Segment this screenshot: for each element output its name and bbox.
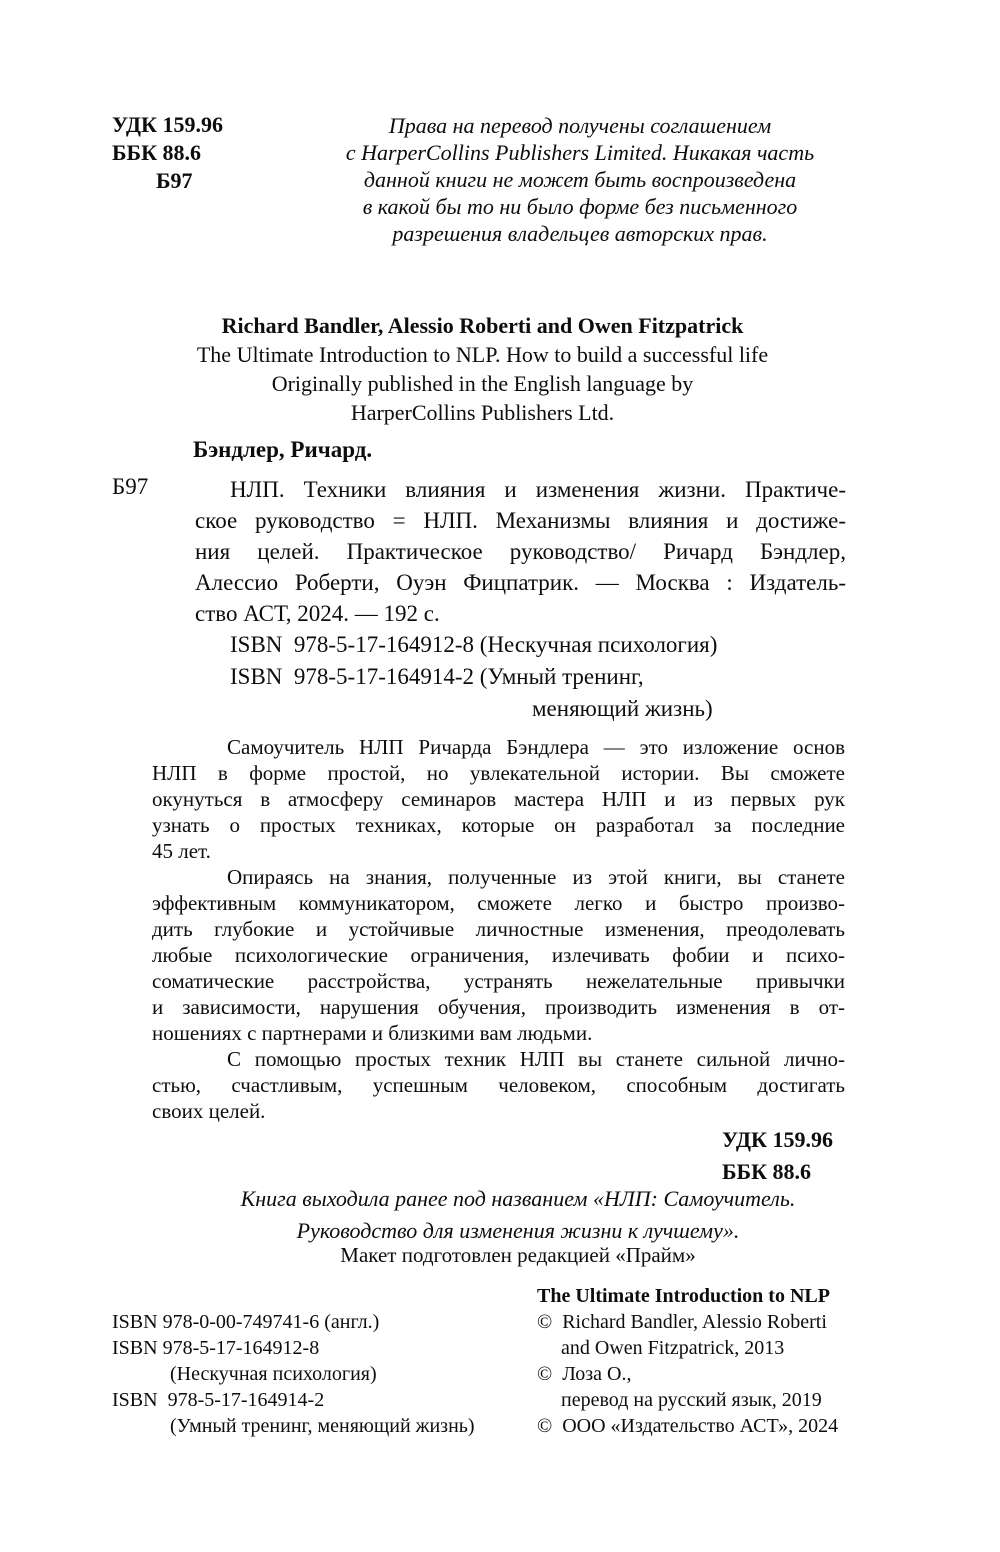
previous-title-line: Книга выходила ранее под названием «НЛП: Самоучитель.: [240, 1186, 796, 1211]
copyright-credit-line: © ООО «Издательство АСТ», 2024: [537, 1415, 839, 1437]
original-title: The Ultimate Introduction to NLP. How to build a successful life: [196, 342, 769, 367]
copyright-isbn-line: ISBN 978-5-17-164912-8: [112, 1337, 320, 1359]
annotation-line: своих целей.: [152, 1099, 266, 1123]
annotation-line: любые психологические ограничения, излечивать фобии и психо-: [152, 943, 845, 967]
copyright-original-title: The Ultimate Introduction to NLP: [537, 1285, 830, 1307]
copyright-credit-line: and Owen Fitzpatrick, 2013: [561, 1337, 785, 1359]
catalog-entry-line: ство АСТ, 2024. — 192 с.: [195, 601, 440, 626]
annotation-line: узнать о простых техниках, которые он разработал за последние: [152, 813, 845, 837]
rights-notice-line: Права на перевод получены соглашением: [388, 113, 772, 138]
udk-code: УДК 159.96: [112, 112, 224, 137]
isbn-line-continuation: меняющий жизнь): [532, 696, 713, 721]
bbk-code: ББК 88.6: [112, 140, 202, 165]
copyright-isbn-column: [112, 1309, 475, 1439]
catalog-author-heading: Бэндлер, Ричард.: [193, 437, 373, 462]
rights-notice-line: в какой бы то ни было форме без письменного: [362, 194, 798, 219]
copyright-credit-line: перевод на русский язык, 2019: [561, 1389, 822, 1411]
annotation-line: стью, счастливым, успешным человеком, способным достигать: [152, 1073, 845, 1097]
original-publisher-line: Originally published in the English language by: [271, 371, 694, 396]
annotation-line: 45 лет.: [152, 839, 211, 863]
isbn-block: [230, 629, 717, 725]
copyright-isbn-series: (Умный тренинг, меняющий жизнь): [170, 1415, 475, 1437]
copyright-credit-column: [537, 1283, 838, 1439]
annotation: [152, 734, 845, 1124]
original-edition-block: [130, 311, 835, 427]
catalog-author-sign: Б97: [112, 474, 149, 499]
annotation-line: Опираясь на знания, полученные из этой книги, вы станете: [227, 865, 845, 889]
annotation-line: окунуться в атмосферу семинаров мастера НЛП и из первых рук: [152, 787, 845, 811]
copyright-credit-line: © Richard Bandler, Alessio Roberti: [537, 1311, 827, 1333]
annotation-line: НЛП в форме простой, но увлекательной истории. Вы сможете: [152, 761, 845, 785]
previous-title-note: [188, 1183, 848, 1247]
layout-note: Макет подготовлен редакцией «Прайм»: [340, 1243, 696, 1267]
copyright-isbn-line: ISBN 978-5-17-164914-2: [112, 1389, 325, 1411]
bbk-code-bottom: ББК 88.6: [722, 1159, 812, 1184]
previous-title-line: Руководство для изменения жизни к лучшему».: [296, 1218, 740, 1243]
annotation-line: С помощью простых техник НЛП вы станете сильной лично-: [227, 1047, 845, 1071]
rights-notice-line: с HarperCollins Publishers Limited. Никакая часть: [345, 140, 815, 165]
annotation-line: Самоучитель НЛП Ричарда Бэндлера — это изложение основ: [227, 735, 845, 759]
annotation-line: соматические расстройства, устранять нежелательные привычки: [152, 969, 845, 993]
annotation-line: эффективным коммуникатором, сможете легко и быстро произво-: [152, 891, 845, 915]
catalog-entry-line: ния целей. Практическое руководство/ Ричард Бэндлер,: [195, 539, 846, 564]
catalog-entry: [195, 474, 846, 629]
isbn-line: ISBN 978-5-17-164912-8 (Нескучная психология): [230, 632, 718, 657]
catalog-entry-line: НЛП. Техники влияния и изменения жизни. Практиче-: [230, 477, 846, 502]
classification-codes-top: [112, 111, 223, 195]
catalog-entry-line: ское руководство = НЛП. Механизмы влияния и достиже-: [195, 508, 846, 533]
original-authors: Richard Bandler, Alessio Roberti and Owen Fitzpatrick: [221, 313, 744, 338]
classification-codes-bottom: [722, 1124, 833, 1188]
isbn-line: ISBN 978-5-17-164914-2 (Умный тренинг,: [230, 664, 644, 689]
udk-code-bottom: УДК 159.96: [722, 1127, 834, 1152]
annotation-line: дить глубокие и устойчивые личностные изменения, преодолевать: [152, 917, 845, 941]
catalog-entry-line: Алессио Роберти, Оуэн Фицпатрик. — Москва : Издатель-: [195, 570, 846, 595]
rights-notice-line: разрешения владельцев авторских прав.: [392, 221, 768, 246]
rights-notice: [300, 112, 860, 247]
rights-notice-line: данной книги не может быть воспроизведена: [363, 167, 797, 192]
copyright-credit-line: © Лоза О.,: [537, 1363, 632, 1385]
original-publisher-line: HarperCollins Publishers Ltd.: [350, 400, 615, 425]
annotation-line: ношениях с партнерами и близкими вам людьми.: [152, 1021, 593, 1045]
annotation-line: и зависимости, нарушения обучения, производить изменения в от-: [152, 995, 845, 1019]
copyright-isbn-series: (Нескучная психология): [170, 1363, 377, 1385]
copyright-isbn-line: ISBN 978-0-00-749741-6 (англ.): [112, 1311, 380, 1333]
author-sign: Б97: [156, 168, 193, 193]
